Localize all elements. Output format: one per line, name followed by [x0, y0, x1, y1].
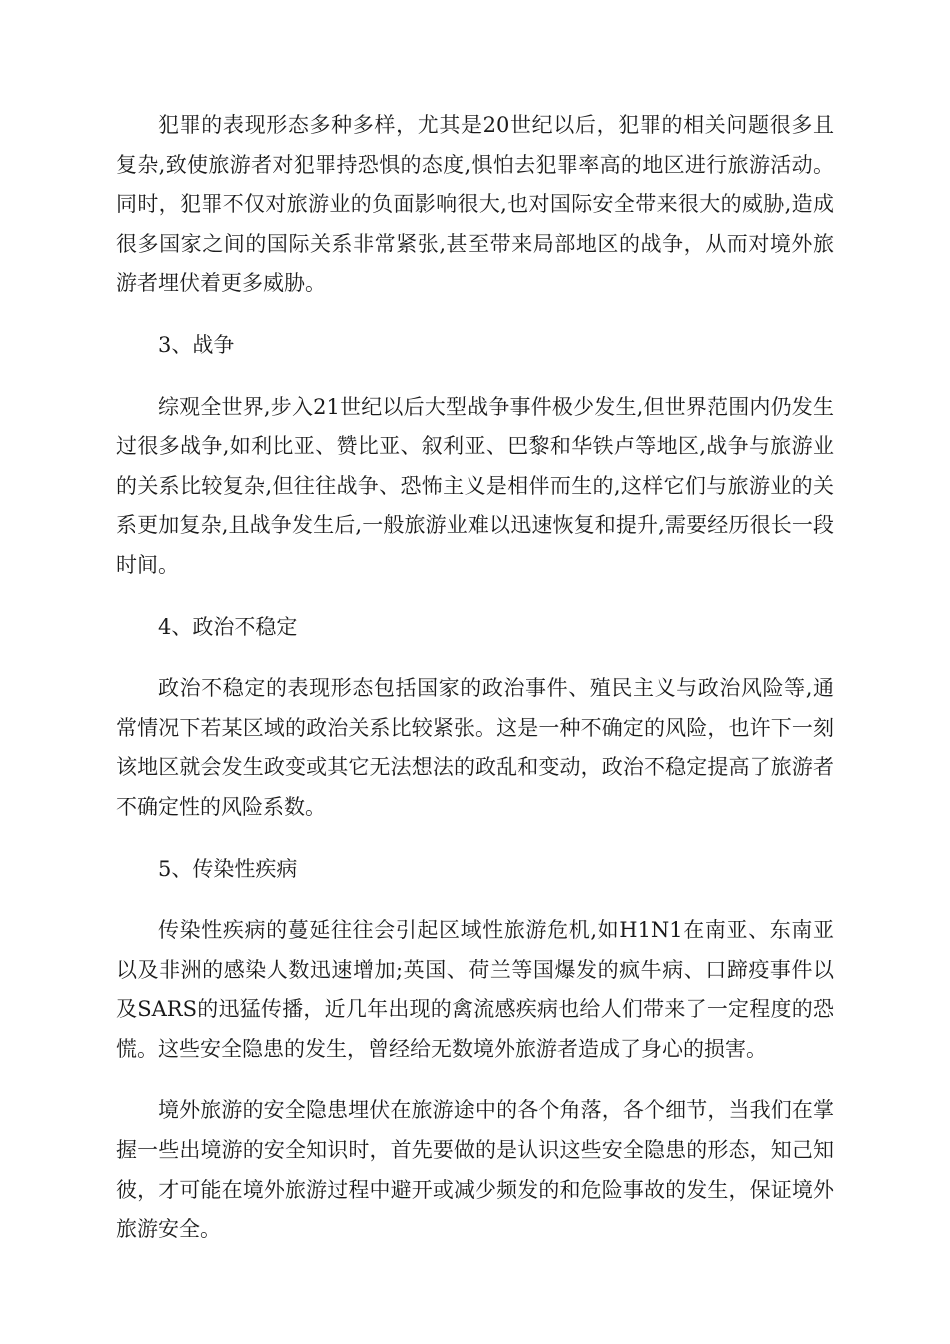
paragraph-infectious-disease: 传染性疾病的蔓延往往会引起区域性旅游危机,如H1N1在南亚、东南亚以及非洲的感染人数迅速增加;英国、荷兰等国爆发的疯牛病、口蹄疫事件以及SARS的迅猛传播，近几年出现的禽流感疾病也给人们带来了一定程度的恐慌。这些安全隐患的发生，曾经给无数境外旅游者造成了身心的损害。 [116, 918, 834, 1061]
section-heading-war: 3、战争 [158, 332, 235, 357]
document-body [116, 106, 834, 1272]
paragraph-war: 综观全世界,步入21世纪以后大型战争事件极少发生,但世界范围内仍发生过很多战争,如利比亚、赞比亚、叙利亚、巴黎和华铁卢等地区,战争与旅游业的关系比较复杂,但往往战争、恐怖主义是相伴而生的,这样它们与旅游业的关系更加复杂,且战争发生后,一般旅游业难以迅速恢复和提升,需要经历很长一段时间。 [116, 394, 834, 577]
paragraph-conclusion: 境外旅游的安全隐患埋伏在旅游途中的各个角落，各个细节，当我们在掌握一些出境游的安全知识时，首先要做的是认识这些安全隐患的形态，知己知彼，才可能在境外旅游过程中避开或减少频发的和危险事故的发生，保证境外旅游安全。 [116, 1098, 834, 1242]
section-heading-infectious-disease: 5、传染性疾病 [158, 856, 298, 881]
section-heading-political-instability: 4、政治不稳定 [158, 614, 298, 639]
paragraph-political-instability: 政治不稳定的表现形态包括国家的政治事件、殖民主义与政治风险等,通常情况下若某区域的政治关系比较紧张。这是一种不确定的风险，也许下一刻该地区就会发生政变或其它无法想法的政乱和变动，政治不稳定提高了旅游者不确定性的风险系数。 [116, 676, 834, 819]
paragraph-crime: 犯罪的表现形态多种多样，尤其是20世纪以后，犯罪的相关问题很多且复杂,致使旅游者对犯罪持恐惧的态度,惧怕去犯罪率高的地区进行旅游活动。同时，犯罪不仅对旅游业的负面影响很大,也对国际安全带来很大的威胁,造成很多国家之间的国际关系非常紧张,甚至带来局部地区的战争，从而对境外旅游者埋伏着更多威胁。 [116, 113, 834, 296]
